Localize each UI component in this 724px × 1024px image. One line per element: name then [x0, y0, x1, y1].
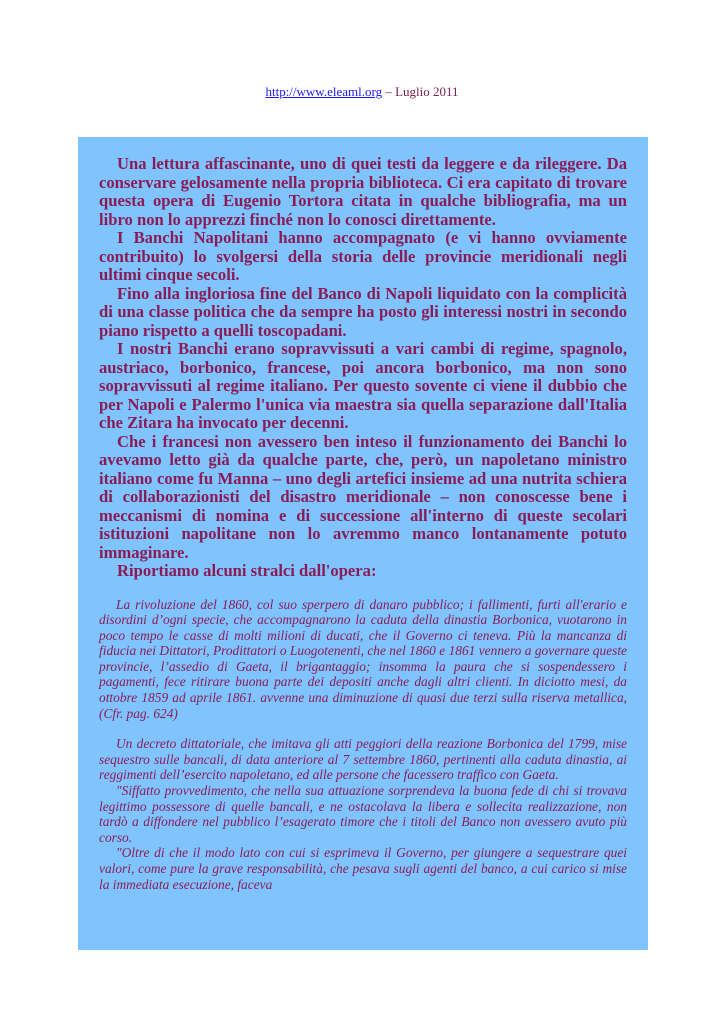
intro-paragraph: Che i francesi non avessero ben inteso il funzionamento dei Banchi lo avevamo letto già da qualche parte, che, però, un napoletano ministro italiano come fu Manna – uno degli artefici insieme ad una nutrita schiera di collaborazionisti del disastro meridionale – non conoscesse bene i meccanismi di nomina e di successione all'interno di queste secolari istituzioni napolitane non lo avremmo manco lontanamente potuto immaginare. [99, 431, 627, 562]
intro-paragraph: Riportiamo alcuni stralci dall'opera: [117, 561, 377, 580]
intro-text [99, 155, 627, 581]
header-date: – Luglio 2011 [382, 84, 459, 99]
quote-paragraph: Un decreto dittatoriale, che imitava gli atti peggiori della reazione Borbonica del 1799, mise sequestro sulle bancali, di data anteriore al 7 settembre 1860, pertinenti alla caduta dinastia, ai reggimenti dell’esercito napoletano, ed alle persone che facessero traffico con Gaeta. [99, 736, 627, 783]
quote-paragraph: "Oltre di che il modo lato con cui si esprimeva il Governo, per giungere a sequestrare quei valori, come pure la grave responsabilità, che pesava sugli agenti del banco, a cui carico si mise la immediata esecuzione, faceva [99, 845, 627, 892]
intro-paragraph: I nostri Banchi erano sopravvissuti a vari cambi di regime, spagnolo, austriaco, borbonico, francese, poi ancora borbonico, ma non sono sopravvissuti al regime italiano. Per questo sovente ci viene il dubbio che per Napoli e Palermo l'unica via maestra sia quella separazione dall'Italia che Zitara ha invocato per decenni. [99, 339, 627, 432]
page-header [0, 84, 724, 100]
text-panel [78, 137, 648, 950]
quoted-excerpts [99, 597, 627, 893]
intro-paragraph: Fino alla ingloriosa fine del Banco di Napoli liquidato con la complicità di una classe politica che da sempre ha posto gli interessi nostri in secondo piano rispetto a quelli toscopadani. [99, 283, 627, 340]
website-link[interactable]: http://www.eleaml.org [265, 84, 383, 99]
intro-paragraph: Una lettura affascinante, uno di quei testi da leggere e da rileggere. Da conservare gelosamente nella propria biblioteca. Ci era capitato di trovare questa opera di Eugenio Tortora citata in qualche bibliografia, ma un libro non lo apprezzi finché non lo conosci direttamente. [99, 154, 627, 229]
quote-paragraph: La rivoluzione del 1860, col suo sperpero di danaro pubblico; i fallimenti, furti all'erario e disordini d’ogni specie, che accompagnarono la caduta della dinastia Borbonica, vuotarono in poco tempo le casse di molti milioni di ducati, che il Governo ci teneva. Più la mancanza di fiducia nei Dittatori, Prodittatori o Luogotenenti, che nel 1860 e 1861 vennero a governare queste provincie, l’assedio di Gaeta, il brigantaggio; insomma la paura che si sospendessero i pagamenti, fece ritirare buona parte dei depositi anche dagli altri clienti. In diciotto mesi, da ottobre 1859 ad aprile 1861. avvenne una diminuzione di quasi due terzi sulla riserva metallica, (Cfr. pag. 624) [99, 596, 627, 721]
quote-paragraph: "Siffatto provvedimento, che nella sua attuazione sorprendeva la buona fede di chi si trovava legittimo possessore di quelle bancali, e ne ostacolava la libera e sollecita realizzazione, non tardò a diffondere nel pubblico l’esagerato timore che i titoli del Banco non avessero avuto più corso. [99, 783, 627, 845]
intro-paragraph: I Banchi Napolitani hanno accompagnato (e vi hanno ovviamente contribuito) lo svolgersi della storia delle provincie meridionali negli ultimi cinque secoli. [99, 228, 627, 284]
